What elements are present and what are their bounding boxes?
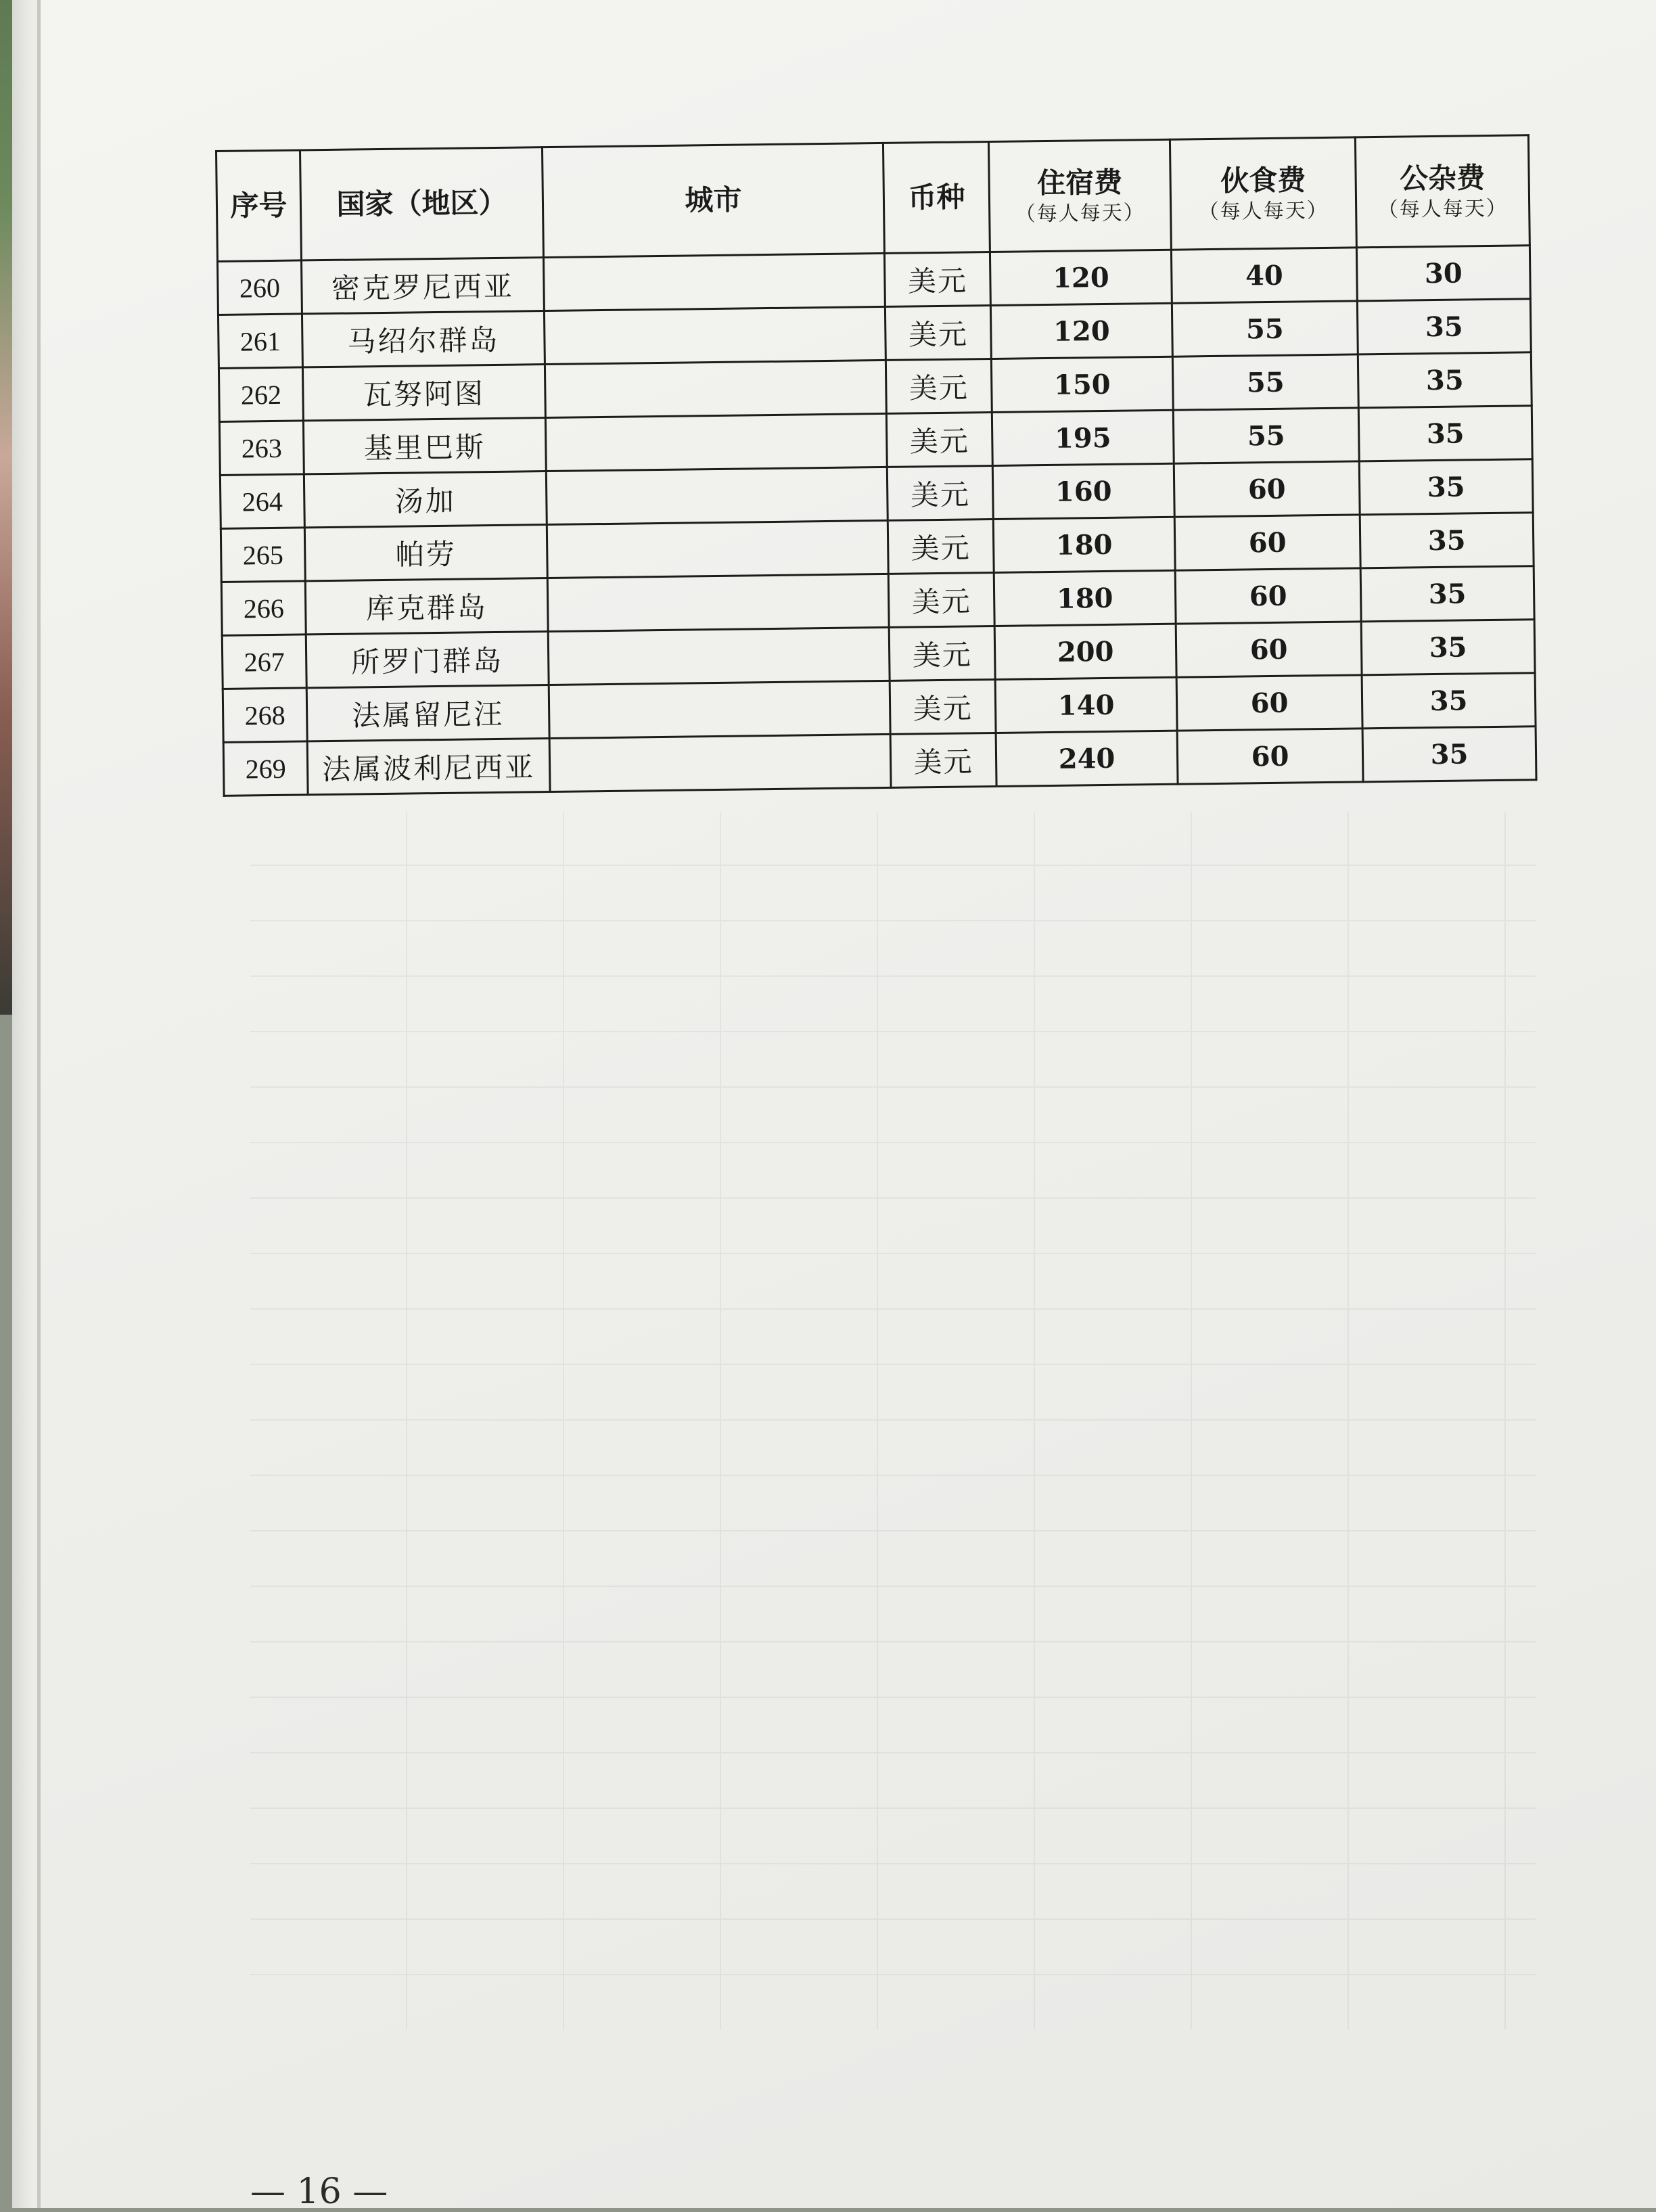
cell-city [545,413,887,471]
cell-seq: 263 [219,421,304,476]
cell-lodging: 140 [995,677,1177,733]
header-city: 城市 [542,143,884,257]
cell-currency: 美元 [885,306,991,361]
header-food [1170,137,1356,250]
cell-lodging: 200 [994,624,1176,679]
cell-city [545,360,886,417]
cell-currency: 美元 [889,626,995,681]
header-lodging-sub: （每人每天） [1015,200,1145,227]
cell-seq: 267 [222,635,306,689]
cell-country: 密克罗尼西亚 [302,258,545,314]
cell-misc: 35 [1362,727,1536,782]
cell-lodging: 180 [994,570,1176,626]
cell-misc: 30 [1356,246,1530,301]
cell-currency: 美元 [890,679,996,734]
page-number: — 16 — [250,2171,388,2212]
cell-city [549,681,890,738]
cell-food: 60 [1174,461,1360,517]
cell-city [544,306,886,364]
bleed-through-shadow [250,812,1536,2029]
header-food-sub: （每人每天） [1198,198,1329,224]
cell-country: 所罗门群岛 [306,632,549,688]
header-lodging-label: 住宿费 [1036,165,1123,200]
allowance-table [215,134,1538,797]
cell-misc: 35 [1362,673,1536,729]
cell-lodging: 195 [992,410,1174,465]
cell-food: 60 [1175,568,1361,624]
cell-currency: 美元 [886,412,992,467]
header-seq: 序号 [216,150,302,262]
header-food-label: 伙食费 [1220,163,1306,198]
cell-lodging: 240 [996,731,1178,786]
cell-city [547,574,889,631]
cell-seq: 264 [220,474,304,529]
header-misc-sub: （每人每天） [1377,196,1508,222]
header-currency: 币种 [883,142,990,254]
header-lodging [988,139,1171,252]
cell-lodging: 150 [991,356,1173,412]
cell-misc: 35 [1358,406,1532,461]
cell-food: 60 [1176,622,1362,677]
cell-seq: 268 [223,688,307,743]
cell-currency: 美元 [884,252,990,307]
cell-food: 55 [1172,354,1358,410]
cell-country: 马绍尔群岛 [302,311,545,367]
cell-seq: 260 [218,260,302,315]
cell-lodging: 120 [990,303,1172,359]
cell-country: 法属留尼汪 [306,685,549,741]
cell-seq: 266 [221,581,306,636]
table-header-row [216,135,1530,262]
cell-seq: 261 [218,314,302,369]
cell-misc: 35 [1360,566,1534,622]
cell-seq: 265 [221,528,305,582]
cell-lodging: 180 [993,517,1175,572]
cell-misc: 35 [1358,352,1532,408]
cell-food: 40 [1171,248,1357,303]
header-misc-label: 公杂费 [1399,161,1486,195]
table-container [215,134,1536,797]
cell-food: 60 [1174,515,1360,570]
cell-currency: 美元 [887,465,993,520]
header-country: 国家（地区） [300,147,544,260]
cell-country: 基里巴斯 [303,418,546,474]
cell-food: 55 [1172,301,1358,356]
cell-country: 库克群岛 [305,578,548,635]
cell-city [548,627,890,685]
cell-misc: 35 [1361,620,1535,675]
cell-city [543,253,885,310]
cell-lodging: 160 [992,463,1174,519]
cell-seq: 269 [223,741,308,796]
cell-country: 法属波利尼西亚 [307,739,550,795]
cell-food: 55 [1173,408,1359,463]
cell-country: 瓦努阿图 [302,365,545,421]
cell-lodging: 120 [990,250,1172,305]
cell-misc: 35 [1359,459,1533,515]
cell-currency: 美元 [890,733,996,787]
header-misc [1355,135,1530,248]
cell-city [546,467,888,524]
cell-country: 帕劳 [304,525,547,581]
cell-city [549,734,891,791]
cell-currency: 美元 [886,359,992,414]
cell-seq: 262 [218,367,303,422]
cell-food: 60 [1176,675,1362,731]
cell-misc: 35 [1357,299,1531,354]
cell-food: 60 [1177,729,1363,784]
cell-misc: 35 [1360,513,1534,568]
cell-country: 汤加 [304,471,547,528]
cell-currency: 美元 [888,572,994,627]
cell-city [547,520,888,578]
cell-currency: 美元 [888,519,994,574]
